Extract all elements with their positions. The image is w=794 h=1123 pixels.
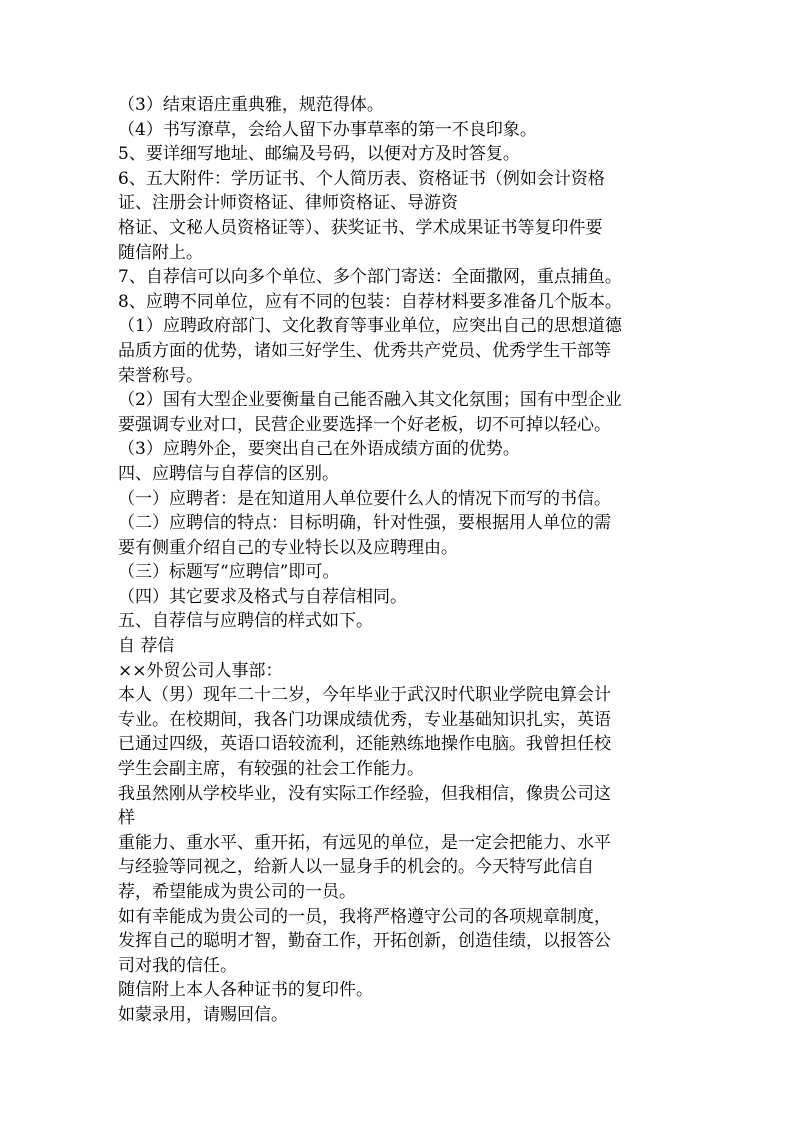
text-line: 随信附上本人各种证书的复印件。 [118,980,373,1001]
document-body [118,93,683,1028]
text-line: （2）国有大型企业要衡量自己能否融入其文化氛围；国有中型企业 [118,390,622,411]
text-line: 我虽然刚从学校毕业，没有实际工作经验，但我相信，像贵公司这 [118,783,611,804]
text-line: 6、五大附件：学历证书、个人简历表、资格证书（例如会计资格 [118,168,605,189]
text-line: 随信附上。 [118,242,203,263]
text-line: （三）标题写“应聘信”即可。 [118,562,340,583]
text-line: 学生会副主席，有较强的社会工作能力。 [118,759,424,780]
text-line: （3）结束语庄重典雅，规范得体。 [118,95,384,115]
text-line: 7、自荐信可以向多个单位、多个部门寄送：全面撒网，重点捕鱼。 [118,267,622,288]
text-line: 发挥自己的聪明才智，勤奋工作，开拓创新，创造佳绩，以报答公 [118,931,611,952]
text-line: 证、注册会计师资格证、律师资格证、导游资 [118,193,458,214]
section-heading: 四、应聘信与自荐信的区别。 [118,463,339,484]
letter-title: 自 荐信 [118,636,175,657]
text-line: （二）应聘信的特点：目标明确，针对性强，要根据用人单位的需 [118,513,611,534]
text-line: 8、应聘不同单位，应有不同的包装：自荐材料要多准备几个版本。 [118,291,622,312]
text-line: 样 [118,808,135,829]
text-line: 要强调专业对口，民营企业要选择一个好老板，切不可掉以轻心。 [118,414,611,435]
text-line: 荣誉称号。 [118,365,203,386]
text-line: 如蒙录用，请赐回信。 [118,1004,288,1025]
section-heading: 五、自荐信与应聘信的样式如下。 [118,611,373,632]
text-line: （4）书写潦草，会给人留下办事草率的第一不良印象。 [118,119,537,140]
text-line: 格证、文秘人员资格证等）、获奖证书、学术成果证书等复印件要 [118,217,603,238]
text-line: 荐，希望能成为贵公司的一员。 [118,882,356,902]
text-line: 5、要详细写地址、邮编及号码，以便对方及时答复。 [118,144,520,165]
text-line: 重能力、重水平、重开拓，有远见的单位，是一定会把能力、水平 [118,832,611,853]
text-line: 已通过四级，英语口语较流利，还能熟练地操作电脑。我曾担任校 [118,734,611,755]
letter-salutation: ××外贸公司人事部： [118,660,283,681]
text-line: （四）其它要求及格式与自荐信相同。 [118,586,407,607]
text-line: 本人（男）现年二十二岁，今年毕业于武汉时代职业学院电算会计 [118,685,611,706]
text-line: 专业。在校期间，我各门功课成绩优秀，专业基础知识扎实，英语 [118,709,611,730]
text-line: 如有幸能成为贵公司的一员，我将严格遵守公司的各项规章制度， [118,906,611,927]
text-line: （1）应聘政府部门、文化教育等事业单位，应突出自己的思想道德 [118,316,622,337]
text-line: 品质方面的优势，诸如三好学生、优秀共产党员、优秀学生干部等 [118,340,611,361]
text-line: （一）应聘者：是在知道用人单位要什么人的情况下而写的书信。 [118,488,611,509]
text-line: 司对我的信任。 [118,955,237,976]
text-line: 与经验等同视之，给新人以一显身手的机会的。今天特写此信自 [118,857,594,878]
text-line: （3）应聘外企，要突出自己在外语成绩方面的优势。 [118,439,520,460]
text-line: 要有侧重介绍自己的专业特长以及应聘理由。 [118,537,458,558]
